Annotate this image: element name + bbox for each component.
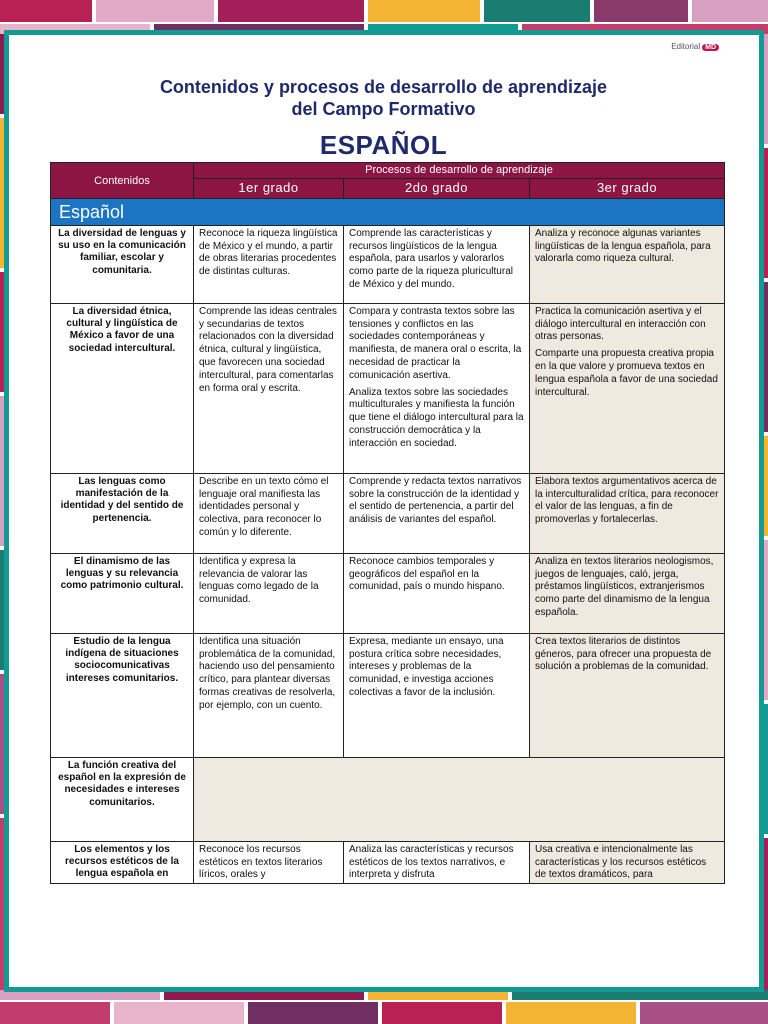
title-line-2: del Campo Formativo [291, 99, 476, 119]
content-table [50, 162, 725, 884]
grade-2-cell [344, 303, 530, 473]
header-procesos: Procesos de desarrollo de aprendizaje [194, 163, 725, 179]
process-text: Describe en un texto cómo el lenguaje oral manifiesta las identidades personal y colectiva, para reconocer lo común y lo diferente. [199, 475, 329, 538]
process-text: Identifica una situación problemática de la comunidad, haciendo uso del pensamiento crítico, para plantear diversas formas creativas de resolverla, por ejemplo, con un cuento. [199, 635, 336, 711]
process-text: Analiza textos sobre las sociedades multiculturales y manifiesta la función que tiene el diálogo intercultural para la construcción democrática y la interacción en sociedad. [349, 386, 524, 449]
bottom-color-blocks [0, 990, 768, 1024]
header-grade-2: 2do grado [344, 179, 530, 199]
contenido-cell: La función creativa del español en la expresión de necesidades e intereses comunitarios. [51, 757, 194, 841]
grade-1-cell [194, 473, 344, 553]
process-text: Analiza las características y recursos estéticos de los textos narrativos, e interpreta y disfruta [349, 843, 514, 881]
contenido-cell: Estudio de la lengua indígena de situaciones sociocomunicativas intereses comunitarios. [51, 633, 194, 757]
grade-3-cell [530, 225, 725, 303]
table-row [51, 473, 725, 553]
grade-1-cell [194, 633, 344, 757]
grade-2-cell [344, 553, 530, 633]
table-row [51, 225, 725, 303]
grade-3-cell [530, 633, 725, 757]
process-text: Elabora textos argumentativos acerca de la interculturalidad crítica, para reconocer el valor de las lenguas, a fin de promoverlas y fortalecerlas. [535, 475, 719, 526]
grade-1-cell [194, 841, 344, 883]
process-text: Practica la comunicación asertiva y el diálogo intercultural en interacción con otras personas. [535, 305, 706, 343]
process-text: Identifica y expresa la relevancia de valorar las lenguas como legado de la comunidad. [199, 555, 319, 606]
process-text: Usa creativa e intencionalmente las características y los recursos estéticos de textos dramáticos, para [535, 843, 707, 881]
page-title [30, 76, 737, 120]
grade-3-cell [530, 841, 725, 883]
grade-3-cell [530, 553, 725, 633]
empty-cell [194, 757, 725, 841]
contenido-cell: La diversidad étnica, cultural y lingüística de México a favor de una sociedad intercultural. [51, 303, 194, 473]
process-text: Expresa, mediante un ensayo, una postura crítica sobre necesidades, intereses y problemas de la comunidad, e investiga acciones colectivas a favor de la inclusión. [349, 635, 504, 698]
contenido-cell: El dinamismo de las lenguas y su relevancia como patrimonio cultural. [51, 553, 194, 633]
logo-text: Editorial [671, 42, 701, 51]
process-text: Compara y contrasta textos sobre las tensiones y conflictos en las sociedades contemporáneas y manifiesta, de manera oral o escrita, la necesidad de practicar la comunicación asertiva. [349, 305, 522, 381]
grade-2-cell [344, 473, 530, 553]
logo-mark: MD [702, 44, 719, 51]
process-text: Analiza en textos literarios neologismos, juegos de lenguajes, caló, jerga, préstamos lingüísticos, extranjerismos como parte del dinamismo de la lengua española. [535, 555, 714, 618]
top-color-blocks [0, 0, 768, 34]
grade-2-cell [344, 841, 530, 883]
grade-2-cell [344, 633, 530, 757]
header-grade-3: 3er grado [530, 179, 725, 199]
process-text: Reconoce los recursos estéticos en textos literarios líricos, orales y [199, 843, 323, 881]
table-row [51, 633, 725, 757]
table-row [51, 553, 725, 633]
process-text: Comprende las ideas centrales y secundarias de textos relacionados con la diversidad étnica, cultural y lingüística, que favorecen una sociedad intercultural, para comentarlas en forma oral y escrita. [199, 305, 337, 394]
section-band: Español [51, 198, 725, 225]
contenido-cell: Los elementos y los recursos estéticos de la lengua española en [51, 841, 194, 883]
grade-3-cell [530, 303, 725, 473]
process-text: Comprende las características y recursos lingüísticos de la lengua española, para usarlos y valorarlos como parte de la riqueza pluricultural de México y del mundo. [349, 227, 513, 290]
subject-title: ESPAÑOL [319, 130, 448, 160]
process-text: Comprende y redacta textos narrativos sobre la construcción de la identidad y el sentido de pertenencia, a partir del análisis de variantes del español. [349, 475, 522, 526]
process-text: Crea textos literarios de distintos géneros, para ofrecer una propuesta de solución a problemas de la comunidad. [535, 635, 712, 673]
contenido-cell: Las lenguas como manifestación de la identidad y del sentido de pertenencia. [51, 473, 194, 553]
grade-2-cell [344, 225, 530, 303]
grade-3-cell [530, 473, 725, 553]
table-row [51, 303, 725, 473]
process-text: Analiza y reconoce algunas variantes lingüísticas de la lengua española, para valorarla como riqueza cultural. [535, 227, 711, 265]
document-page [30, 40, 737, 980]
process-text: Reconoce la riqueza lingüística de México y el mundo, a partir de obras literarias procedentes de distintas culturas. [199, 227, 338, 278]
table-row [51, 757, 725, 841]
process-text: Comparte una propuesta creativa propia en la que valore y promueva textos en lengua española a favor de una sociedad intercultural. [535, 348, 718, 398]
process-text: Reconoce cambios temporales y geográficos del español en la comunidad, país o mundo hispano. [349, 555, 505, 593]
table-row [51, 841, 725, 883]
grade-1-cell [194, 303, 344, 473]
header-contenidos: Contenidos [51, 163, 194, 199]
publisher-logo [671, 42, 719, 51]
header-grade-1: 1er grado [194, 179, 344, 199]
contenido-cell: La diversidad de lenguas y su uso en la comunicación familiar, escolar y comunitaria. [51, 225, 194, 303]
grade-1-cell [194, 553, 344, 633]
title-line-1: Contenidos y procesos de desarrollo de aprendizaje [159, 77, 608, 97]
grade-1-cell [194, 225, 344, 303]
